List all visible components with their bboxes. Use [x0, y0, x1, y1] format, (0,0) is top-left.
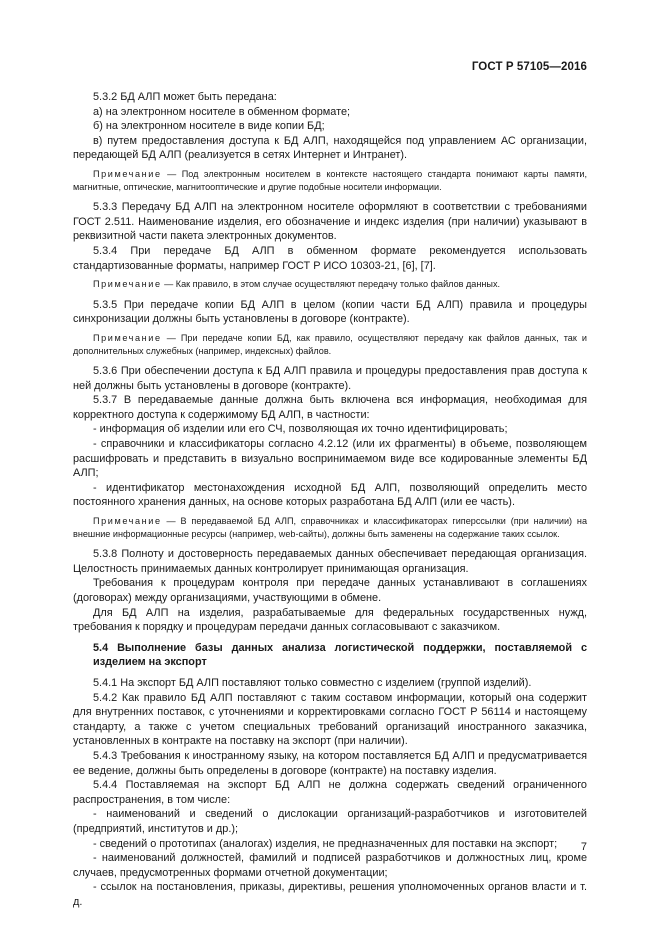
list-item-v: в) путем предоставления доступа к БД АЛП, находящейся под управлением АС организации, передающей БД АЛП (реализуется в сетях Интернет и Интранет). [73, 134, 587, 162]
note-4 [73, 515, 587, 540]
clause-5-3-5: 5.3.5 При передаче копии БД АЛП в целом (копии части БД АЛП) правила и процедуры синхронизации должны быть установлены в договоре (контракте). [73, 298, 587, 326]
clause-5-4-1: 5.4.1 На экспорт БД АЛП поставляют только совместно с изделием (группой изделий). [93, 676, 532, 689]
note-label: Примечание [93, 332, 162, 343]
bullet-item: - наименований должностей, фамилий и подписей разработчиков и должностных лиц, кроме случаев, предусмотренных формами отчетной документации; [73, 852, 587, 879]
clause-5-3-8: 5.3.8 Полноту и достоверность передаваемых данных обеспечивает передающая организация. Целостность принимаемых данных контролирует принимающая организация. [73, 548, 587, 575]
clause-5-3-2: 5.3.2 БД АЛП может быть передана: [93, 91, 277, 103]
note-2 [73, 278, 587, 291]
page-number: 7 [580, 841, 587, 853]
note-label: Примечание [93, 279, 162, 290]
clause-5-3-6: 5.3.6 При обеспечении доступа к БД АЛП правила и процедуры предоставления прав доступа к ней должны быть установлены в договоре (контракте). [73, 365, 587, 392]
section-heading-5-4: 5.4 Выполнение базы данных анализа логистической поддержки, поставляемой с изделием на экспорт [93, 641, 587, 669]
note-text: — Под электронным носителем в контексте настоящего стандарта понимают карты памяти, магнитные, оптические, магнитооптические и другие подобные носители информации. [73, 168, 587, 192]
note-1 [73, 168, 587, 193]
bullet-item: - справочники и классификаторы согласно 4.2.12 (или их фрагменты) в объеме, позволяющем расшифровать и представить в визуально воспринимаемом виде все кодированные элементы БД АЛП; [73, 438, 587, 480]
note-text: — При передаче копии БД, как правило, осуществляют передачу как файлов данных, так и дополнительных служебных (например, индексных) файлов. [73, 332, 587, 356]
bullet-item: - информация об изделии или его СЧ, позволяющая их точно идентифицировать; [93, 423, 508, 436]
note-label: Примечание [93, 168, 162, 179]
clause-5-4-2: 5.4.2 Как правило БД АЛП поставляют с таким составом информации, который она содержит для внутренних поставок, с уточнениями и корректировками согласно ГОСТ Р 56114 и настоящему стандарту, а также с учетом специальных требований организаций иностранного заказчика, установленных в контракте на поставку на экспорт (при наличии). [73, 691, 587, 748]
bullet-item: - идентификатор местонахождения исходной БД АЛП, позволяющий определить место постоянного хранения данных, на основе которых разработана БД АЛП (или ее часть). [73, 481, 587, 509]
note-label: Примечание [93, 516, 162, 527]
document-header: ГОСТ Р 57105—2016 [471, 61, 587, 73]
bullet-item: - ссылок на постановления, приказы, директивы, решения уполномоченных органов власти и т. д. [73, 881, 587, 908]
clause-5-4-3: 5.4.3 Требования к иностранному языку, на котором поставляется БД АЛП и предусматривается ее ведение, должны быть определены в договоре (контракте) на поставку изделия. [73, 749, 587, 777]
list-item-b: б) на электронном носителе в виде копии БД; [93, 120, 325, 133]
list-item-a: а) на электронном носителе в обменном формате; [93, 105, 351, 118]
note-3 [73, 332, 587, 357]
note-text: — Как правило, в этом случае осуществляют передачу только файлов данных. [164, 279, 501, 290]
note-text: — В передаваемой БД АЛП, справочниках и классификаторах гиперссылки (при наличии) на внешние информационные ресурсы (например, web-сайты), должны быть заменены на содержание таких ссылок. [73, 516, 587, 539]
bullet-item: - сведений о прототипах (аналогах) изделия, не предназначенных для поставки на экспорт; [93, 837, 558, 850]
paragraph: Для БД АЛП на изделия, разрабатываемые для федеральных государственных нужд, требования к порядку и процедурам передачи данных согласовывают с заказчиком. [73, 606, 587, 634]
clause-5-3-7: 5.3.7 В передаваемые данные должна быть включена вся информация, необходимая для корректного доступа к содержимому БД АЛП, в частности: [73, 394, 587, 421]
clause-5-3-4: 5.3.4 При передаче БД АЛП в обменном формате рекомендуется использовать стандартизованные форматы, например ГОСТ Р ИСО 10303-21, [6], [7]. [73, 244, 587, 272]
paragraph: Требования к процедурам контроля при передаче данных устанавливают в соглашениях (договорах) между организациями, участвующими в обмене. [73, 577, 587, 604]
clause-5-4-4: 5.4.4 Поставляемая на экспорт БД АЛП не должна содержать сведений ограниченного распространения, в том числе: [73, 779, 587, 806]
document-body [73, 90, 587, 909]
clause-5-3-3: 5.3.3 Передачу БД АЛП на электронном носителе оформляют в соответствии с требованиями ГОСТ 2.511. Наименование изделия, его обозначение и индекс изделия (при наличии) указывают в реквизитной части пакета электронных документов. [73, 201, 587, 243]
bullet-item: - наименований и сведений о дислокации организаций-разработчиков и изготовителей (предприятий, институтов и др.); [73, 808, 587, 835]
